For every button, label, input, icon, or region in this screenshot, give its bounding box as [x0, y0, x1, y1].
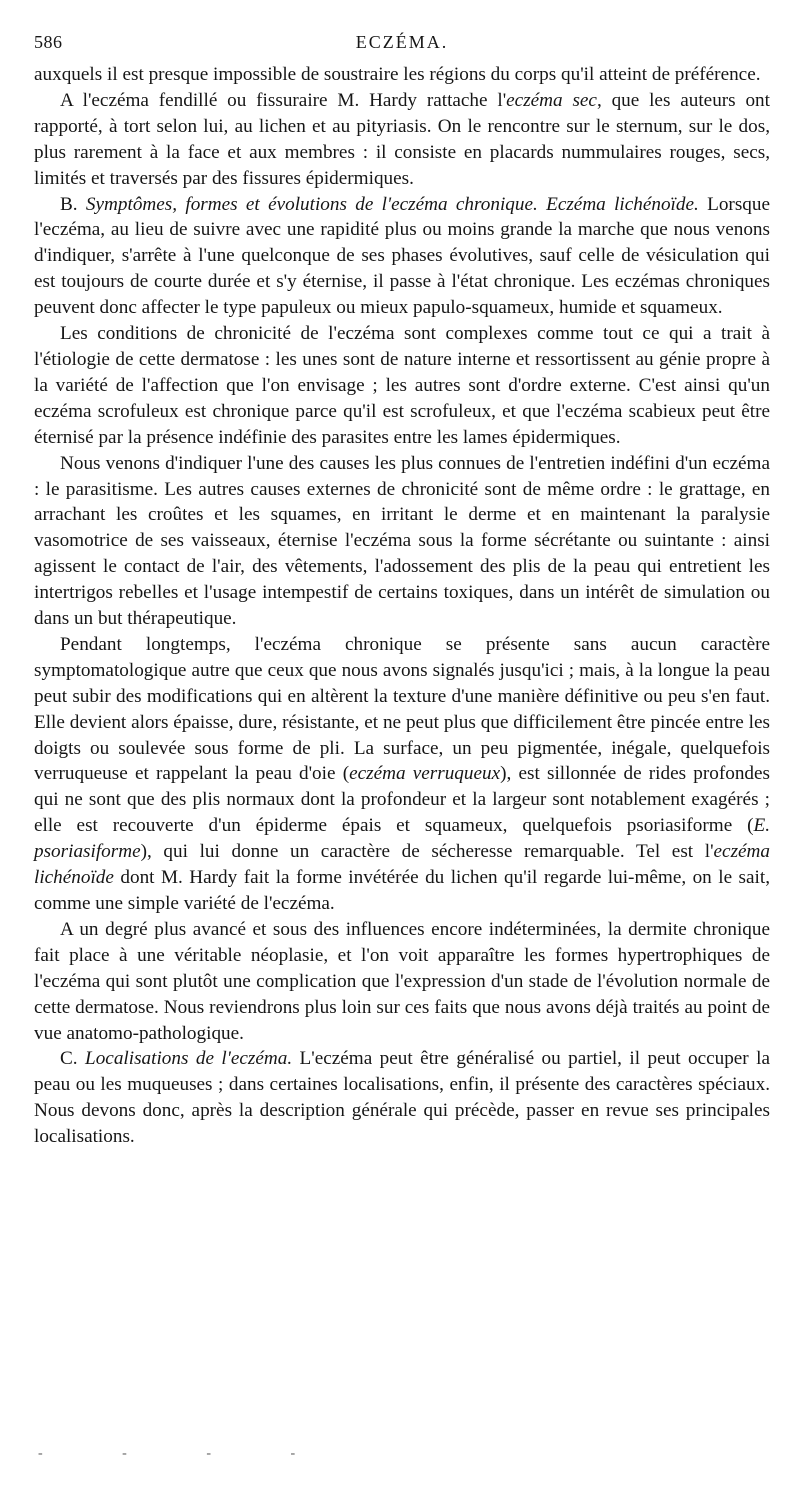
text-run: A un degré plus avancé et sous des influences encore indéterminées, la dermite chronique fait place à une véritable néoplasie, et l'on voit apparaître les formes hypertrophiques de l'eczéma qui sont plutôt une complication que l'expression d'un stade de l'évolution normale de cette dermatose. Nous reviendrons plus loin sur ces faits que nous avons déjà traités au point de vue anatomo-pathologique. [34, 918, 770, 1044]
text-run: L'eczéma peut être généralisé ou partiel, il peut occuper la peau ou les muqueuses ; dans certaines localisations, enfin, il présente des caractères spéciaux. Nous devons donc, après la description générale qui précède, passer en revue ses principales localisations. [34, 1048, 770, 1148]
text-run: dont M. Hardy fait la forme invétérée du lichen qu'il regarde lui-même, on le sait, comme une simple variété de l'eczéma. [34, 867, 770, 914]
page-number: 586 [34, 32, 63, 52]
text-run: Nous venons d'indiquer l'une des causes les plus connues de l'entretien indéfini d'un eczéma : le parasitisme. Les autres causes externes de chronicité sont de même ordre : le grattage, en arrachant les croûtes et les squames, en irritant le derme et en maintenant la paralysie vasomotrice de ses vaisseaux, éternise l'eczéma sous la forme sécrétante ou suintante : ainsi agissent le contact de l'air, des vêtements, l'adossement des plis de la peau qui entretient les intertrigos rebelles et l'usage intempestif de certains toxiques, dans un intérêt de simulation ou dans un but thérapeutique. [34, 452, 770, 630]
paragraph [34, 62, 770, 88]
paragraph [34, 321, 770, 451]
paragraph [34, 1046, 770, 1150]
text-run: C. [60, 1048, 86, 1070]
text-run: Lorsque l'eczéma, au lieu de suivre avec une rapidité plus ou moins grande la marche que nous venons d'indiquer, s'arrête à l'une quelconque de ses phases évolutives, sauf celle de vésiculation qui est toujours de courte durée et s'y éternise, il passe à l'état chronique. Les eczémas chroniques peuvent donc affecter le type papuleux ou mieux papulo-squameux, humide et squameux. [34, 193, 770, 319]
italic-text: eczéma lichénoïde [34, 841, 770, 889]
italic-text: E. psoriasiforme [34, 815, 770, 863]
paragraph [34, 917, 770, 1047]
page-header [34, 26, 770, 56]
paragraph [34, 451, 770, 632]
text-run: B. [60, 193, 86, 215]
text-run: ), qui lui donne un caractère de sécheresse remarquable. Tel est l' [140, 841, 714, 863]
text-run: auxquels il est presque impossible de soustraire les régions du corps qu'il atteint de préférence. [34, 64, 761, 85]
text-run: A l'eczéma fendillé ou fissuraire M. Hardy rattache l' [60, 89, 507, 111]
paragraph [34, 192, 770, 322]
italic-text: eczéma verruqueux [349, 763, 501, 785]
italic-text: eczéma sec [506, 89, 597, 111]
body-text [34, 62, 770, 1150]
text-run: Les conditions de chronicité de l'eczéma sont complexes comme tout ce qui a trait à l'étiologie de cette dermatose : les unes sont de nature interne et ressortissent au génie propre à la variété de l'affection que l'on envisage ; les autres sont d'ordre externe. C'est ainsi qu'un eczéma scrofuleux est chronique parce qu'il est scrofuleux, et que l'eczéma scabieux peut être éternisé par la présence indéfinie des parasites entre les lames épidermiques. [34, 323, 770, 448]
paragraph [34, 88, 770, 192]
paragraph [34, 632, 770, 917]
italic-text: Symptômes, formes et évolutions de l'eczéma chronique. Eczéma lichénoïde. [85, 193, 699, 215]
running-title: ECZÉMA. [355, 32, 449, 52]
footer-marks: - - - - [38, 1446, 334, 1461]
text-run: ), est sillonnée de rides profondes qui ne sont que des plis normaux dont la profondeur et la largeur sont notablement exagérés ; elle est recouverte d'un épiderme épais et squameux, quelquefois psoriasiforme ( [34, 763, 770, 837]
text-run: , que les auteurs ont rapporté, à tort selon lui, au lichen et au pityriasis. On le rencontre sur le sternum, sur le dos, plus rarement à la face et aux membres : il consiste en placards nummulaires rouges, secs, limités et traversés par des fissures épidermiques. [34, 89, 770, 189]
italic-text: Localisations de l'eczéma. [85, 1048, 293, 1070]
text-run: Pendant longtemps, l'eczéma chronique se présente sans aucun caractère symptomatologique autre que ceux que nous avons signalés jusqu'ici ; mais, à la longue la peau peut subir des modifications qui en altèrent la texture d'une manière définitive ou peu s'en faut. Elle devient alors épaisse, dure, résistante, et ne peut plus que difficilement être pincée entre les doigts ou soulevée sous forme de pli. La surface, un peu pigmentée, inégale, quelquefois verruqueuse et rappelant la peau d'oie ( [34, 633, 770, 785]
